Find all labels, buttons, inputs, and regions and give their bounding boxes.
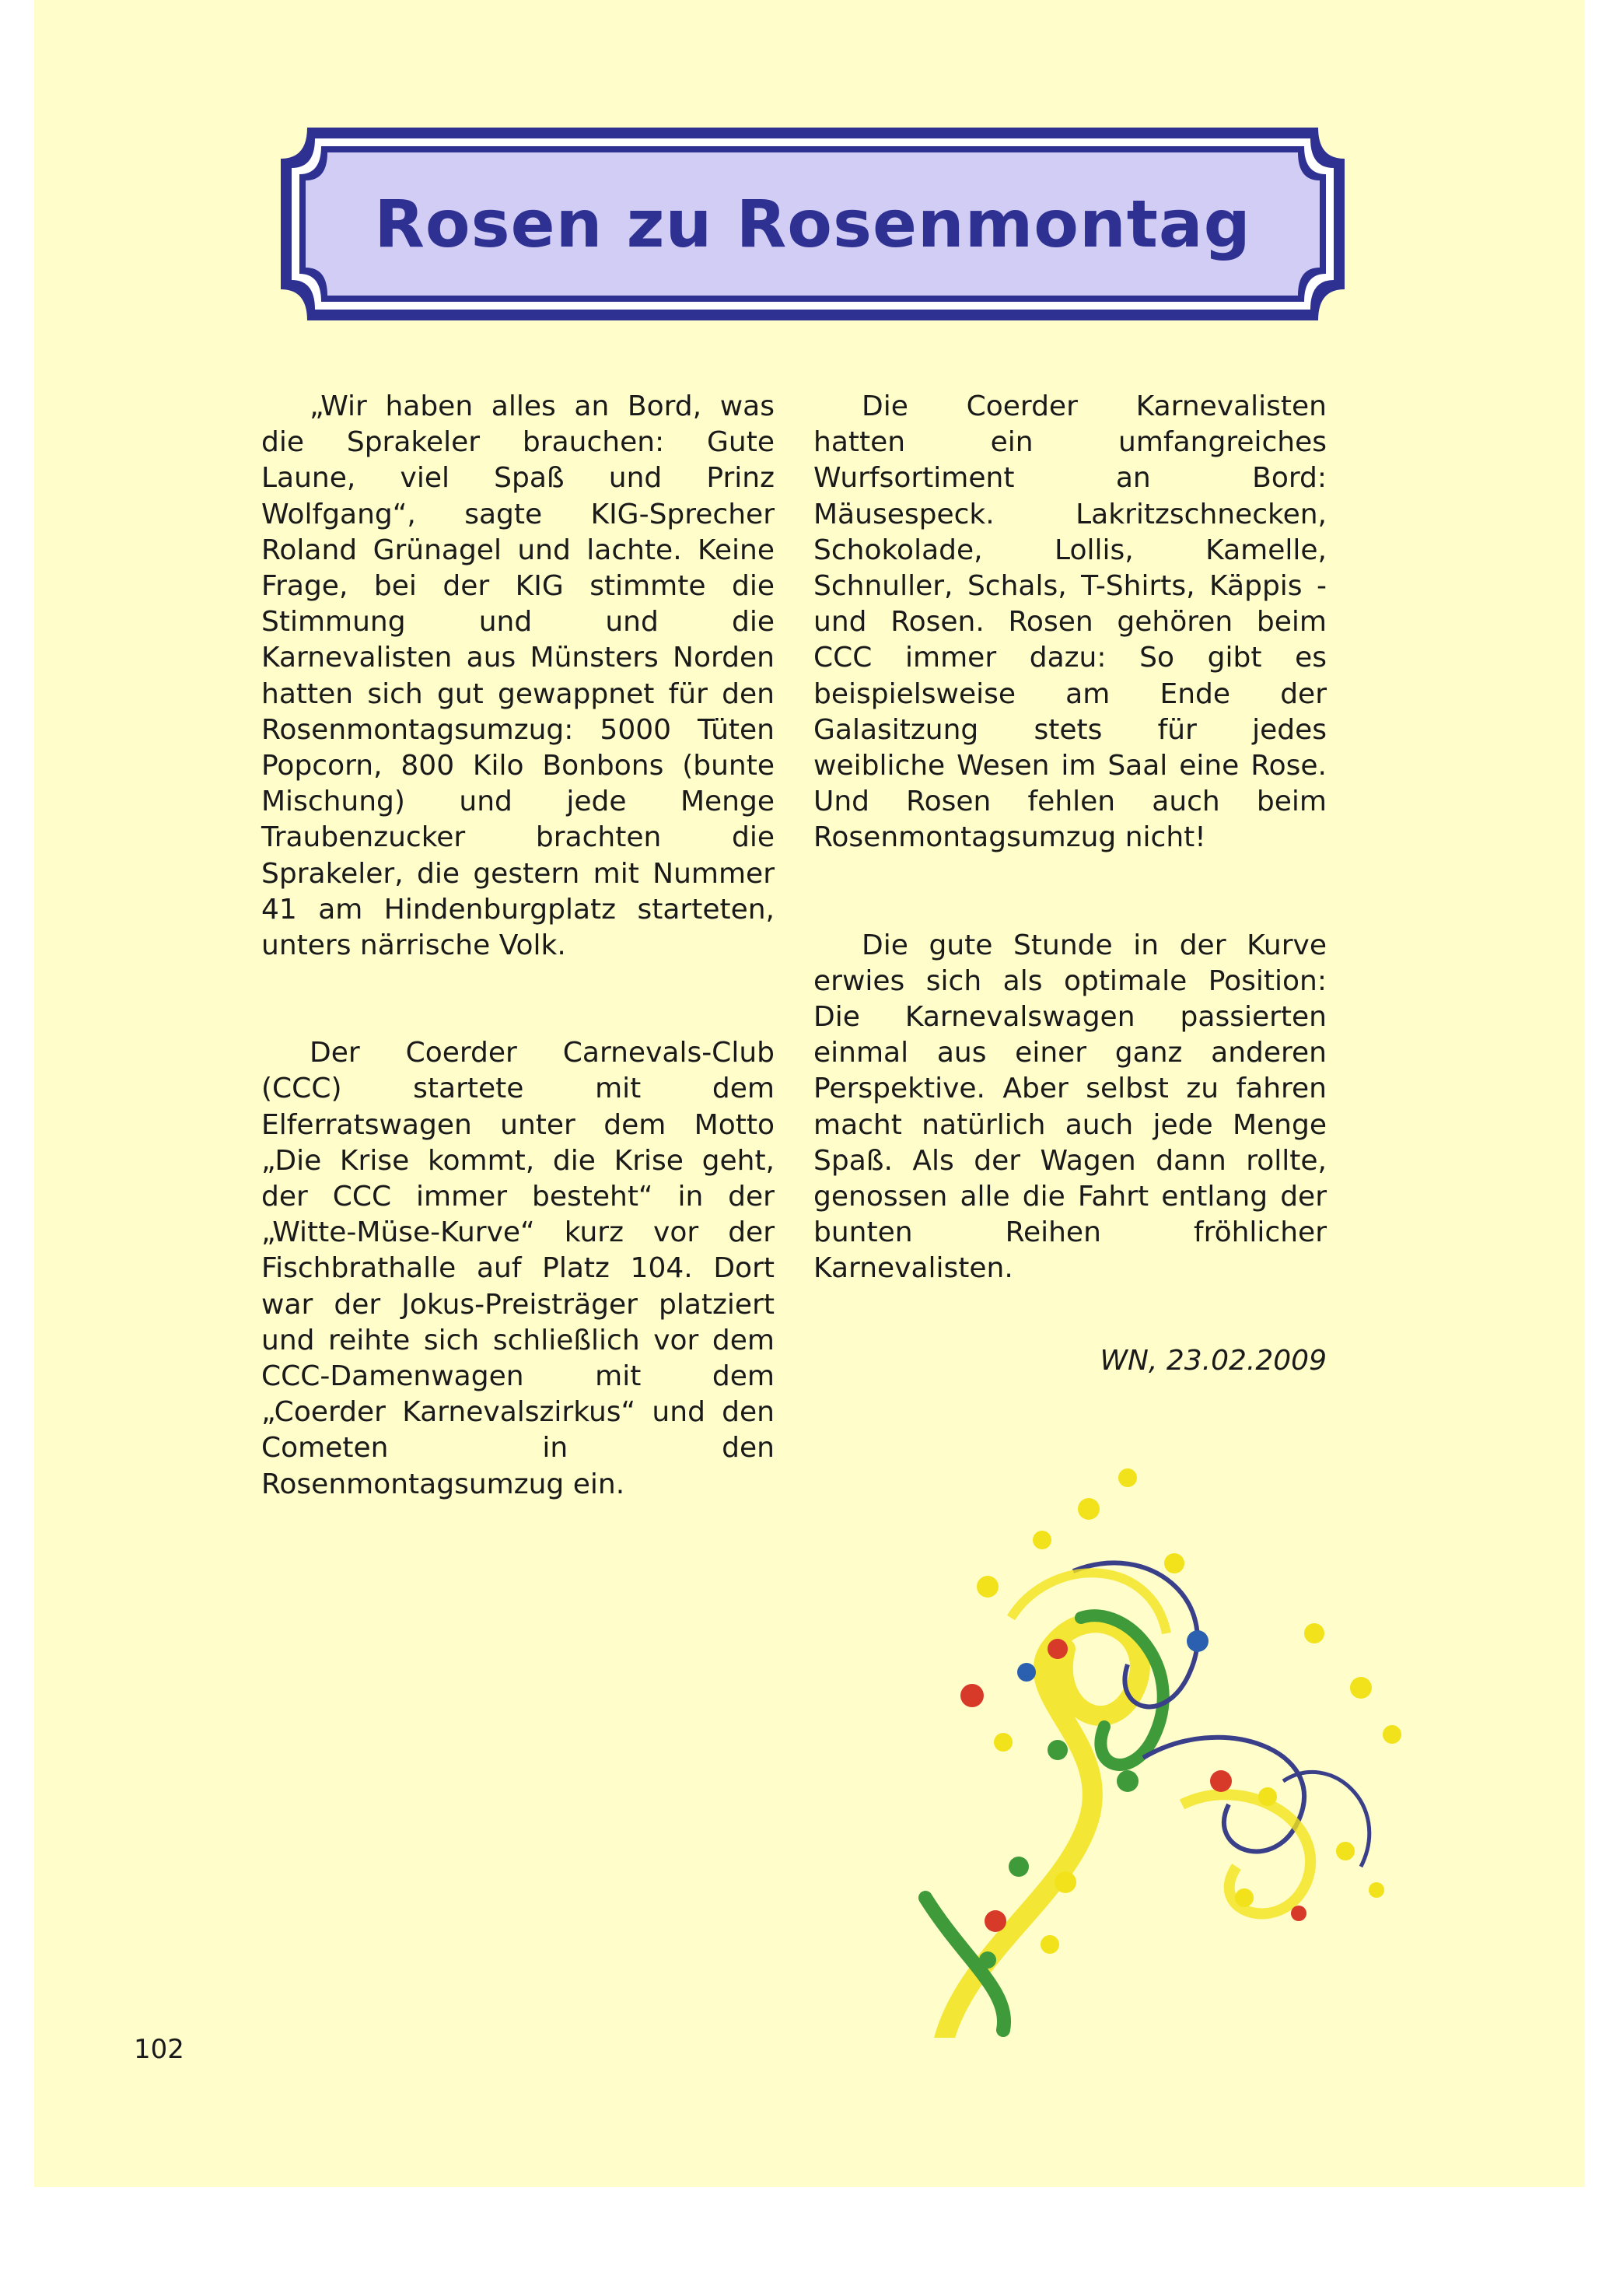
title-banner bbox=[276, 123, 1349, 325]
paragraph: Der Coerder Carnevals-Club (CCC) startete mit dem Elferratswagen unter dem Motto „Die Krise kommt, die Krise geht, der CCC immer besteht“ in der „Witte-Müse-Kurve“ kurz vor der Fischbrathalle auf Platz 104. Dort war der Jokus-Preisträger platziert und reihte sich schließlich vor dem CCC-Damenwagen mit dem „Coerder Karnevalszirkus“ und den Cometen in den Rosenmontagsumzug ein. bbox=[261, 1037, 775, 1500]
right-column bbox=[813, 389, 1327, 1379]
paragraph: Die gute Stunde in der Kurve erwies sich als optimale Position: Die Karnevalswagen passierten einmal aus einer ganz anderen Perspektive. Aber selbst zu fahren macht natürlich auch jede Menge Spaß. Als der Wagen dann rollte, genossen alle die Fahrt entlang der bunten Reihen fröhlicher Karnevalisten. bbox=[813, 929, 1327, 1285]
left-column bbox=[261, 389, 775, 1574]
confetti-streamers-illustration bbox=[894, 1416, 1439, 2038]
paragraph: Die Coerder Karnevalisten hatten ein umfangreiches Wurfsortiment an Bord: Mäusespeck. Lakritzschnecken, Schokolade, Lollis, Kamelle, Schnuller, Schals, T-Shirts, Käppis - und Rosen. Rosen gehören beim CCC immer dazu: So gibt es beispielsweise am Ende der Galasitzung stets für jedes weibliche Wesen im Saal eine Rose. Und Rosen fehlen auch beim Rosenmontagsumzug nicht! bbox=[813, 390, 1327, 854]
page-number: 102 bbox=[134, 2034, 184, 2065]
paragraph: „Wir haben alles an Bord, was die Sprakeler brauchen: Gute Laune, viel Spaß und Prinz Wolfgang“, sagte KIG-Sprecher Roland Grünagel und lachte. Keine Frage, bei der KIG stimmte die Stimmung und und die Karnevalisten aus Münsters Norden hatten sich gut gewappnet für den Rosenmontagsumzug: 5000 Tüten Popcorn, 800 Kilo Bonbons (bunte Mischung) und jede Menge Traubenzucker brachten die Sprakeler, die gestern mit Nummer 41 am Hindenburgplatz starteten, unters närrische Volk. bbox=[261, 390, 775, 962]
article-source: WN, 23.02.2009 bbox=[1100, 1344, 1327, 1377]
article-title: Rosen zu Rosenmontag bbox=[374, 186, 1251, 262]
